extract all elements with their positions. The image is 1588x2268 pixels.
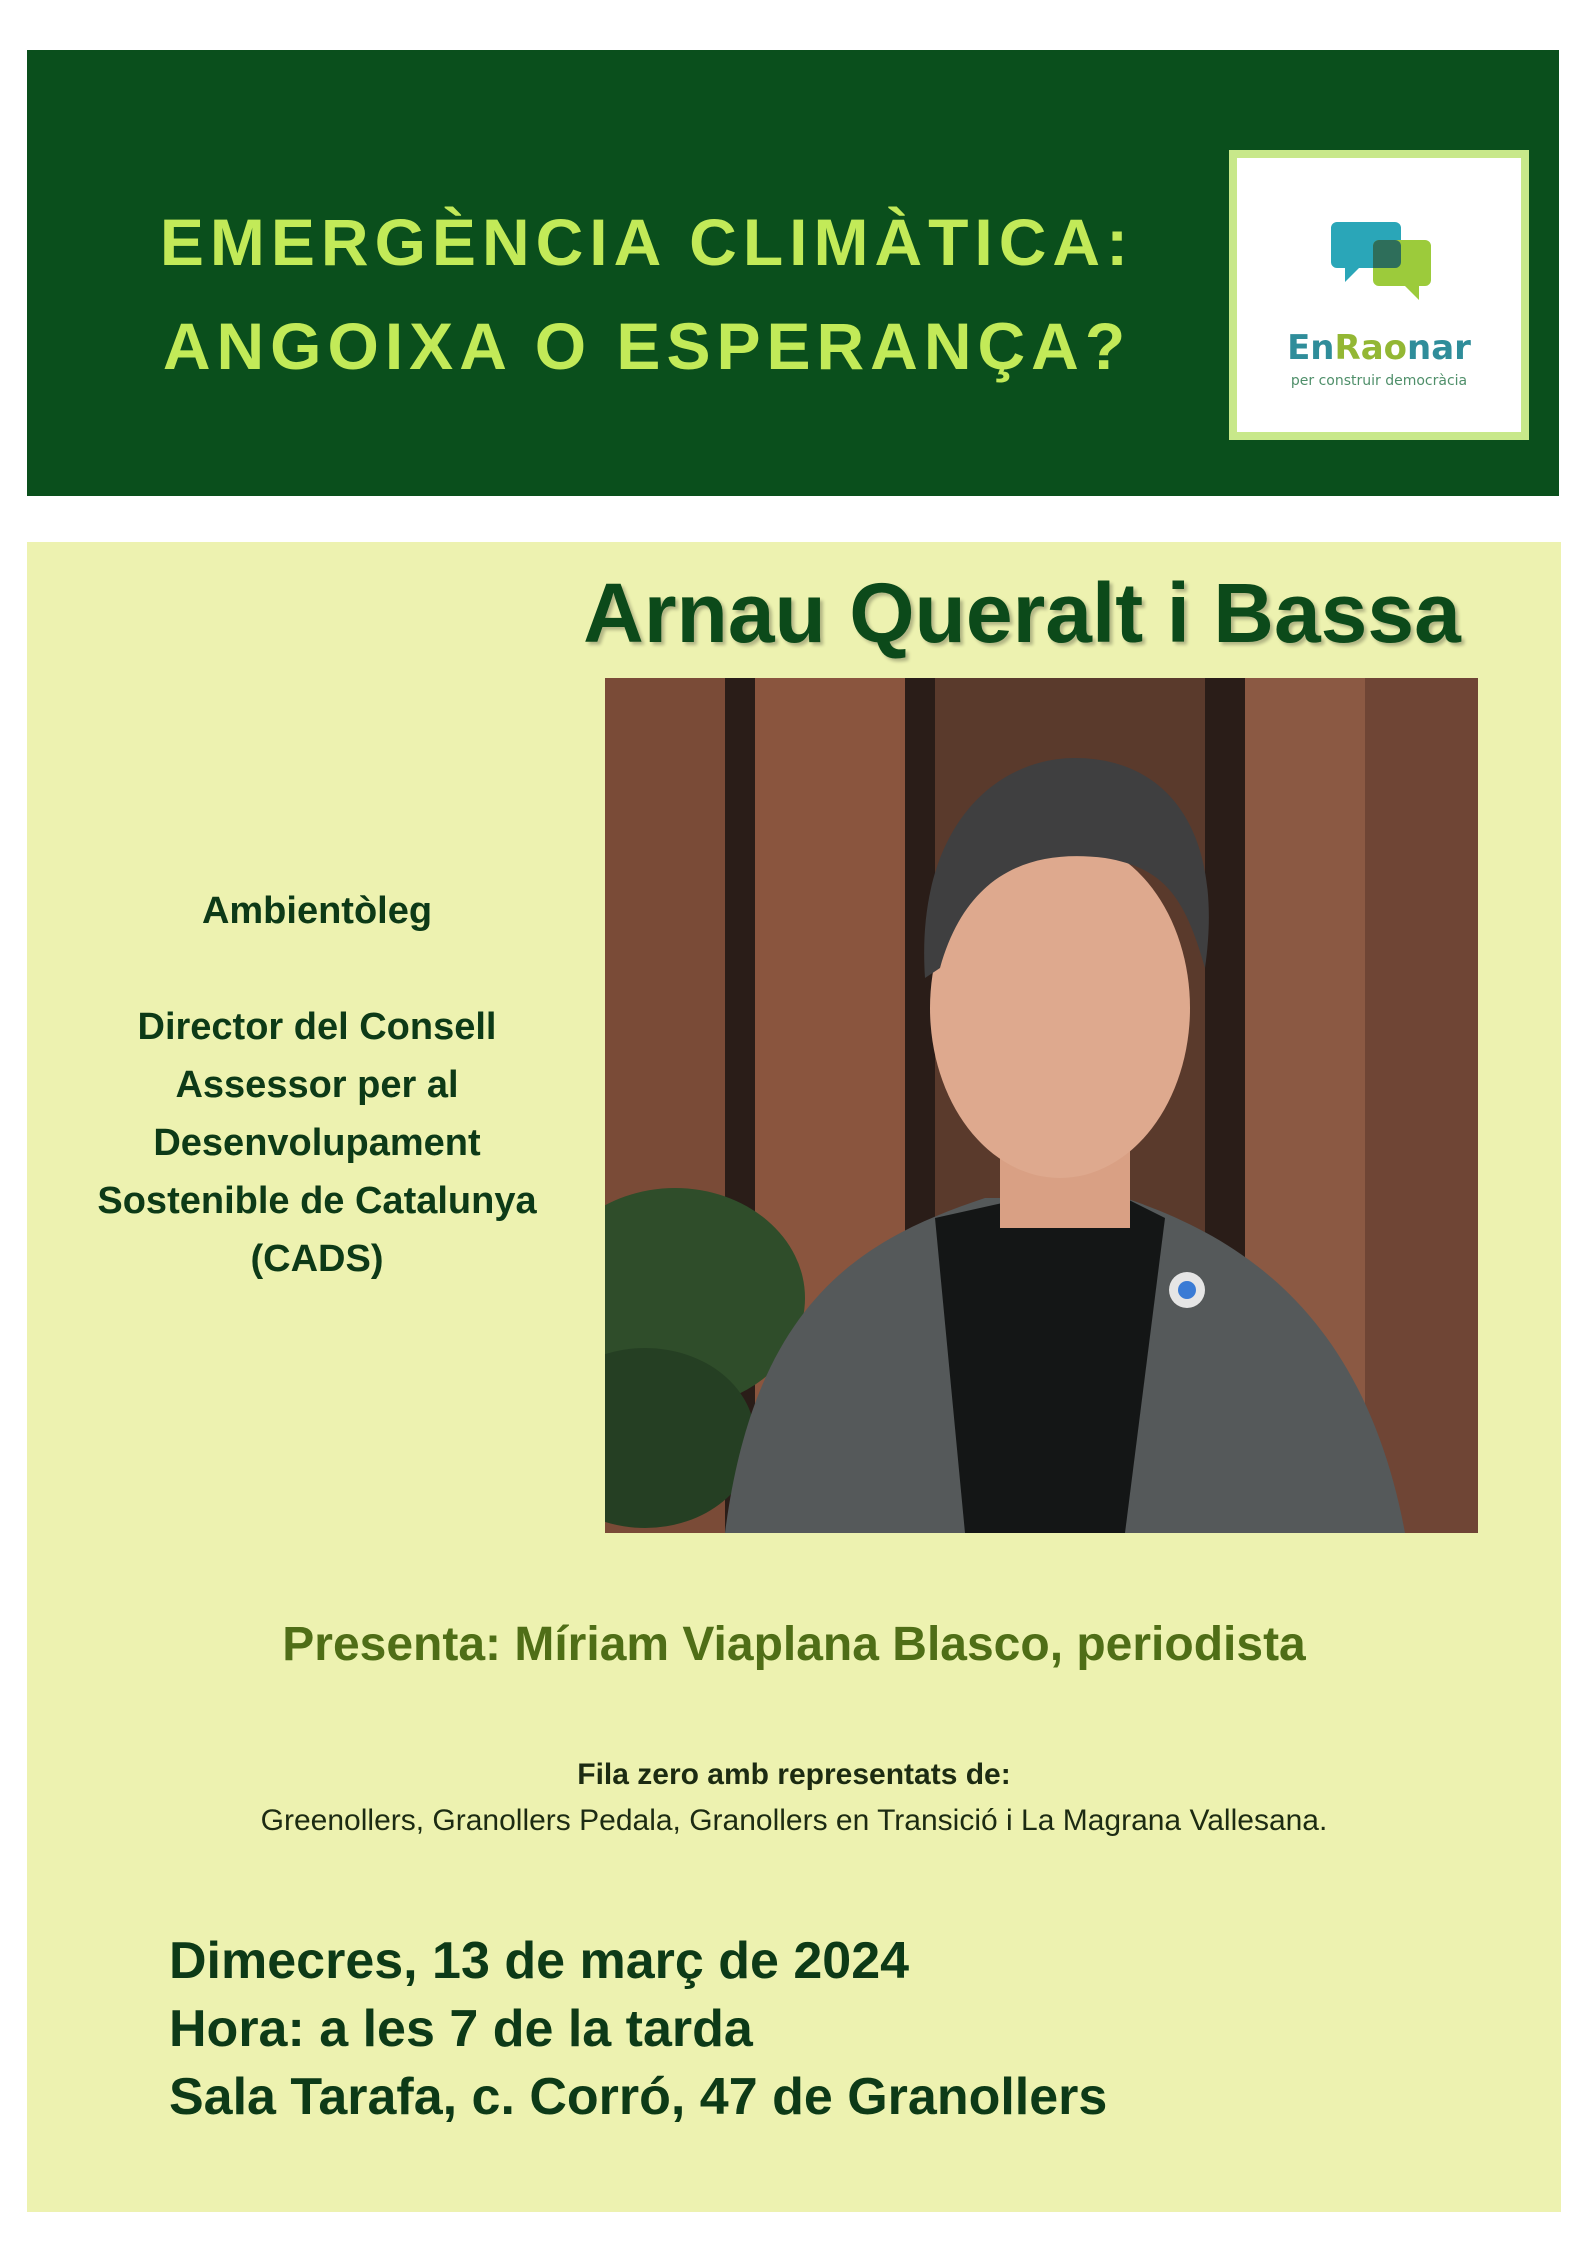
speaker-name: Arnau Queralt i Bassa — [583, 566, 1461, 660]
event-title-line-1: EMERGÈNCIA CLIMÀTICA: — [159, 205, 1135, 279]
fila-zero — [27, 1752, 1561, 1844]
presenter-line: Presenta: Míriam Viaplana Blasco, periodista — [282, 1618, 1306, 1671]
event-place: Sala Tarafa, c. Corró, 47 de Granollers — [169, 2068, 1108, 2126]
speaker-position-line: Assessor per al — [175, 1064, 459, 1106]
speaker-position-line: (CADS) — [250, 1238, 384, 1280]
fila-zero-groups: Greenollers, Granollers Pedala, Granollers en Transició i La Magrana Vallesana. — [260, 1804, 1328, 1837]
event-time: Hora: a les 7 de la tarda — [169, 2000, 753, 2058]
logo-panel — [1237, 158, 1521, 432]
enraonar-logo — [1229, 150, 1529, 440]
speaker-photo — [605, 678, 1478, 1533]
logo-wordmark-rao: Rao — [1334, 328, 1407, 368]
speaker-position-line: Desenvolupament — [153, 1122, 481, 1164]
fila-zero-label: Fila zero amb representats de: — [577, 1758, 1011, 1791]
header-banner — [27, 50, 1559, 496]
logo-wordmark-nar: nar — [1407, 328, 1471, 368]
event-title-line-2: ANGOIXA O ESPERANÇA? — [162, 309, 1132, 383]
speaker-position-line: Director del Consell — [137, 1006, 497, 1048]
event-date: Dimecres, 13 de març de 2024 — [169, 1932, 910, 1990]
speaker-bio — [57, 882, 577, 1288]
event-details — [169, 1927, 1107, 2131]
event-title — [122, 190, 1172, 398]
speaker-portrait-icon — [605, 678, 1478, 1533]
logo-wordmark-en: En — [1287, 328, 1335, 368]
speech-bubbles-icon — [1329, 216, 1439, 306]
speaker-role: Ambientòleg — [201, 890, 433, 932]
speaker-position-line: Sostenible de Catalunya — [97, 1180, 537, 1222]
logo-tagline: per construir democràcia — [1290, 373, 1468, 389]
logo-wordmark — [1237, 328, 1521, 368]
content-panel — [27, 542, 1561, 2212]
